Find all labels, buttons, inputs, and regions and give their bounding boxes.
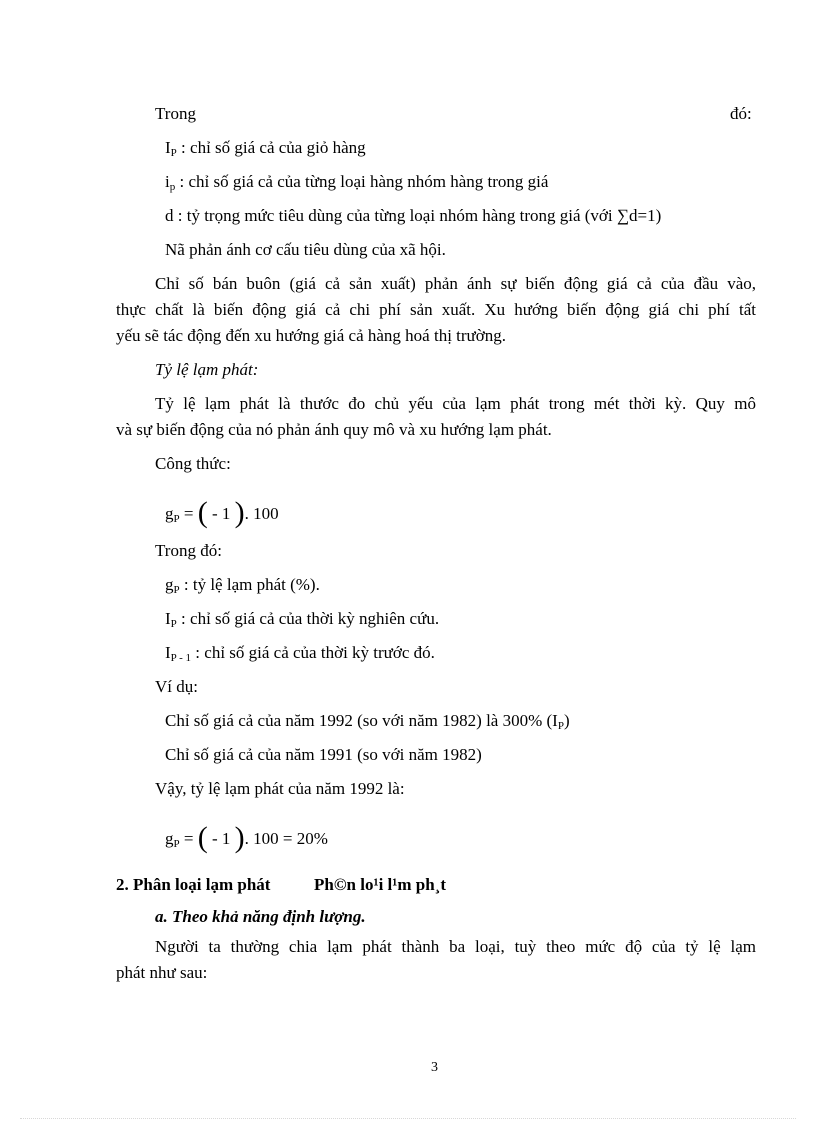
conclusion: Vậy, tỷ lệ lạm phát của năm 1992 là: bbox=[155, 779, 405, 798]
def-gp: $g_P$ : tỷ lệ lạm phát (%). bbox=[165, 575, 320, 596]
page-bottom-divider bbox=[20, 1118, 796, 1119]
section-heading: 2. Phân loại lạm phát bbox=[116, 875, 271, 894]
trong-do-right: đó: bbox=[730, 104, 752, 123]
page-number: 3 bbox=[431, 1060, 438, 1075]
para-wholesale-line-3: yếu sẽ tác động đến xu hướng giá cả hàng hoá thị trường. bbox=[116, 326, 507, 345]
def-ip-prev: $I_{P - 1}$ : chỉ số giá cả của thời kỳ trước đó. bbox=[165, 643, 435, 664]
example-label: Ví dụ: bbox=[155, 677, 198, 696]
trong-do-2: Trong đó: bbox=[155, 541, 222, 560]
para-inflation-line-1: Tỷ lệ lạm phát là thước đo chủ yếu của lạm phát trong mét thời kỳ. Quy mô bbox=[155, 394, 756, 413]
section-heading-garbled: Ph©n lo¹i l¹m ph¸t bbox=[314, 875, 446, 894]
def-reflect: Nã phản ánh cơ cấu tiêu dùng của xã hội. bbox=[165, 240, 446, 259]
para-wholesale-line-1: Chỉ số bán buôn (giá cả sản xuất) phản ánh sự biến động giá cả của đầu vào, bbox=[155, 274, 756, 293]
subsection-heading: a. Theo khả năng định lượng. bbox=[155, 907, 366, 926]
para-inflation-line-2: và sự biến động của nó phản ánh quy mô và xu hướng lạm phát. bbox=[116, 420, 552, 439]
para-classes-line-2: phát như sau: bbox=[116, 963, 208, 982]
example-line-1: Chỉ số giá cả của năm 1992 (so với năm 1982) là 300% $(I_P)$ bbox=[165, 711, 570, 732]
formula-2: $g_P$ = ( - 1 ). 100 = 20% bbox=[165, 821, 328, 854]
inflation-heading: Tỷ lệ lạm phát: bbox=[155, 360, 259, 379]
trong-do-left: Trong bbox=[155, 104, 196, 123]
example-line-2: Chỉ số giá cả của năm 1991 (so với năm 1982) bbox=[165, 745, 482, 764]
para-classes-line-1: Người ta thường chia lạm phát thành ba loại, tuỳ theo mức độ của tỷ lệ lạm bbox=[155, 937, 756, 956]
formula-1: $g_P$ = ( - 1 ). 100 bbox=[165, 496, 279, 529]
def-ip-lower: $i_p$ : chỉ số giá cả của từng loại hàng nhóm hàng trong giá bbox=[165, 172, 549, 193]
def-ip-2: $I_P$ : chỉ số giá cả của thời kỳ nghiên cứu. bbox=[165, 609, 440, 630]
def-ip: $I_P$ : chỉ số giá cả của giỏ hàng bbox=[165, 138, 366, 159]
formula-label: Công thức: bbox=[155, 454, 231, 473]
para-wholesale-line-2: thực chất là biến động giá cả chi phí sản xuất. Xu hướng biến động giá chi phí tất bbox=[116, 300, 756, 319]
def-d: d : tỷ trọng mức tiêu dùng của từng loại nhóm hàng trong giá (với ∑d=1) bbox=[165, 206, 662, 225]
